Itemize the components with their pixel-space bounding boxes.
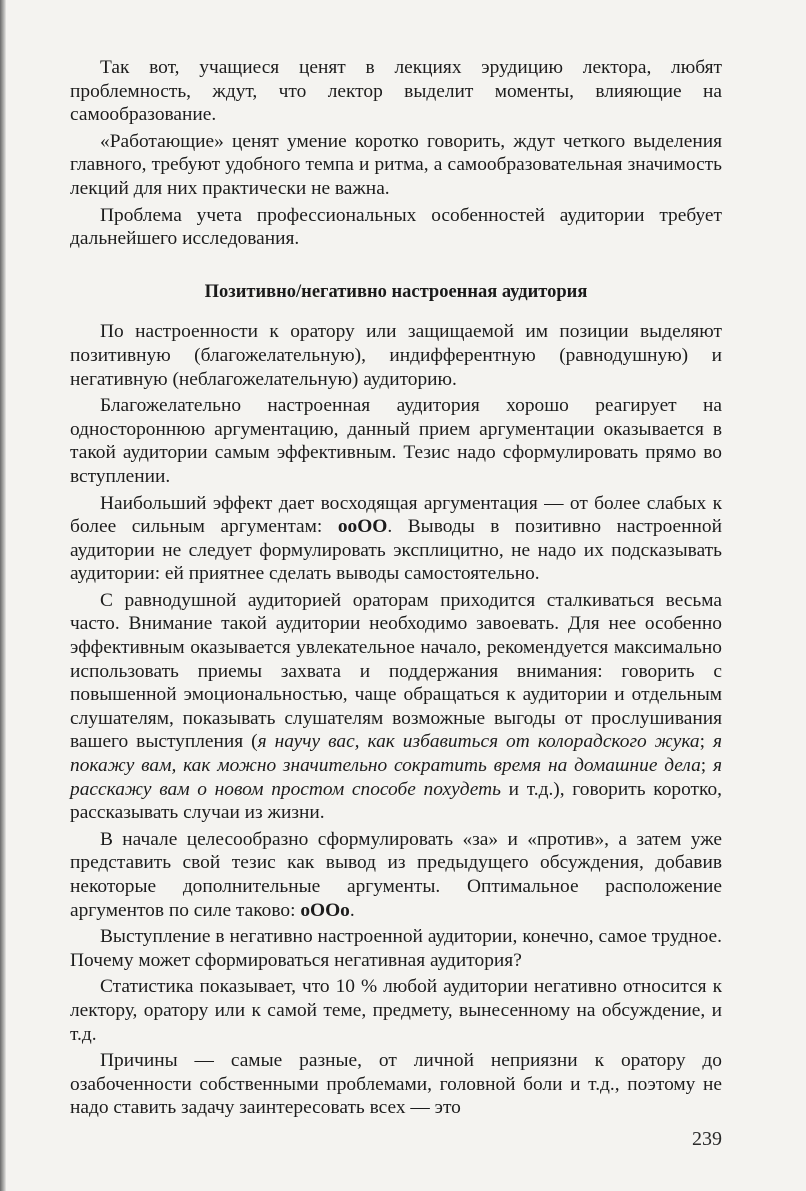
paragraph-positive-audience: Благожелательно настроенная аудитория хорошо реагирует на одностороннюю аргументацию, данный прием аргументации оказывается в такой аудитории самым эффективным. Тезис надо сформулировать прямо во вступлении. <box>70 395 722 487</box>
text-run: и т.д.), говорить коротко, рассказывать случаи из жизни. <box>70 778 722 824</box>
page-number: 239 <box>692 1128 722 1150</box>
argument-formula: oOOo <box>300 899 350 921</box>
paragraph-pro-contra <box>70 828 722 922</box>
example-phrase: я покажу вам, как можно значительно сократить время на домашние дела <box>70 731 722 777</box>
paragraph-students: Так вот, учащиеся ценят в лекциях эрудицию лектора, любят проблемность, ждут, что лектор выделит моменты, влияющие на самообразование. <box>70 57 722 126</box>
text-run: С равнодушной аудиторией ораторам приходится сталкиваться весьма часто. Внимание такой аудитории необходимо завоевать. Для нее особенно эффективным оказывается увлекательное начало, рекомендуется максимально использовать приемы захвата и поддержания внимания: говорить с повышенной эмоциональностью, чаще обращаться к аудитории и отдельным слушателям, показывать слушателям возможные выгоды от прослушивания вашего выступления ( <box>70 589 722 753</box>
paragraph-statistics: Статистика показывает, что 10 % любой аудитории негативно относится к лектору, оратору или к самой теме, предмету, вынесенному на обсуждение, и т.д. <box>70 976 722 1045</box>
paragraph-problem: Проблема учета профессиональных особенностей аудитории требует дальнейшего исследования. <box>70 204 722 250</box>
example-phrase: я расскажу вам о новом простом способе похудеть <box>70 755 722 800</box>
paragraph-negative-audience: Выступление в негативно настроенной аудитории, конечно, самое трудное. Почему может сформироваться негативная аудитория? <box>70 926 722 971</box>
paragraph-indifferent-audience <box>70 589 722 825</box>
paragraph-ascending-argumentation <box>70 492 722 586</box>
text-run: В начале целесообразно сформулировать «за» и «против», а затем уже представить свой тезис как вывод из предыдущего обсуждения, добавив некоторые дополнительные аргументы. Оптимальное расположение аргументов по силе таково: <box>70 828 722 921</box>
text-run: . <box>349 899 355 921</box>
section-heading: Позитивно/негативно настроенная аудитория <box>204 281 588 302</box>
book-spine-shadow <box>0 0 6 1191</box>
argument-formula: ooOO <box>337 516 388 538</box>
body-text <box>70 56 722 1123</box>
text-run: . Выводы в позитивно настроенной аудитории не следует формулировать эксплицитно, не надо их подсказывать аудитории: ей приятнее сделать выводы самостоятельно. <box>70 516 722 585</box>
paragraph-audience-types: По настроенности к оратору или защищаемой им позиции выделяют позитивную (благожелательную), индифферентную (равнодушную) и негативную (неблагожелательную) аудиторию. <box>70 321 722 390</box>
paragraph-workers: «Работающие» ценят умение коротко говорить, ждут четкого выделения главного, требуют удобного темпа и ритма, а самообразовательная значимость лекций для них практически не важна. <box>70 130 722 199</box>
text-run: Наибольший эффект дает восходящая аргументация — от более слабых к более сильным аргументам: <box>70 492 722 538</box>
text-run: ; <box>700 755 713 777</box>
example-phrase: я научу вас, как избавиться от колорадского жука <box>257 731 700 753</box>
paragraph-reasons: Причины — самые разные, от личной неприязни к оратору до озабоченности собственными проблемами, головной боли и т.д., поэтому не надо ставить задачу заинтересовать всех — это <box>70 1050 722 1119</box>
text-run: ; <box>699 731 713 753</box>
